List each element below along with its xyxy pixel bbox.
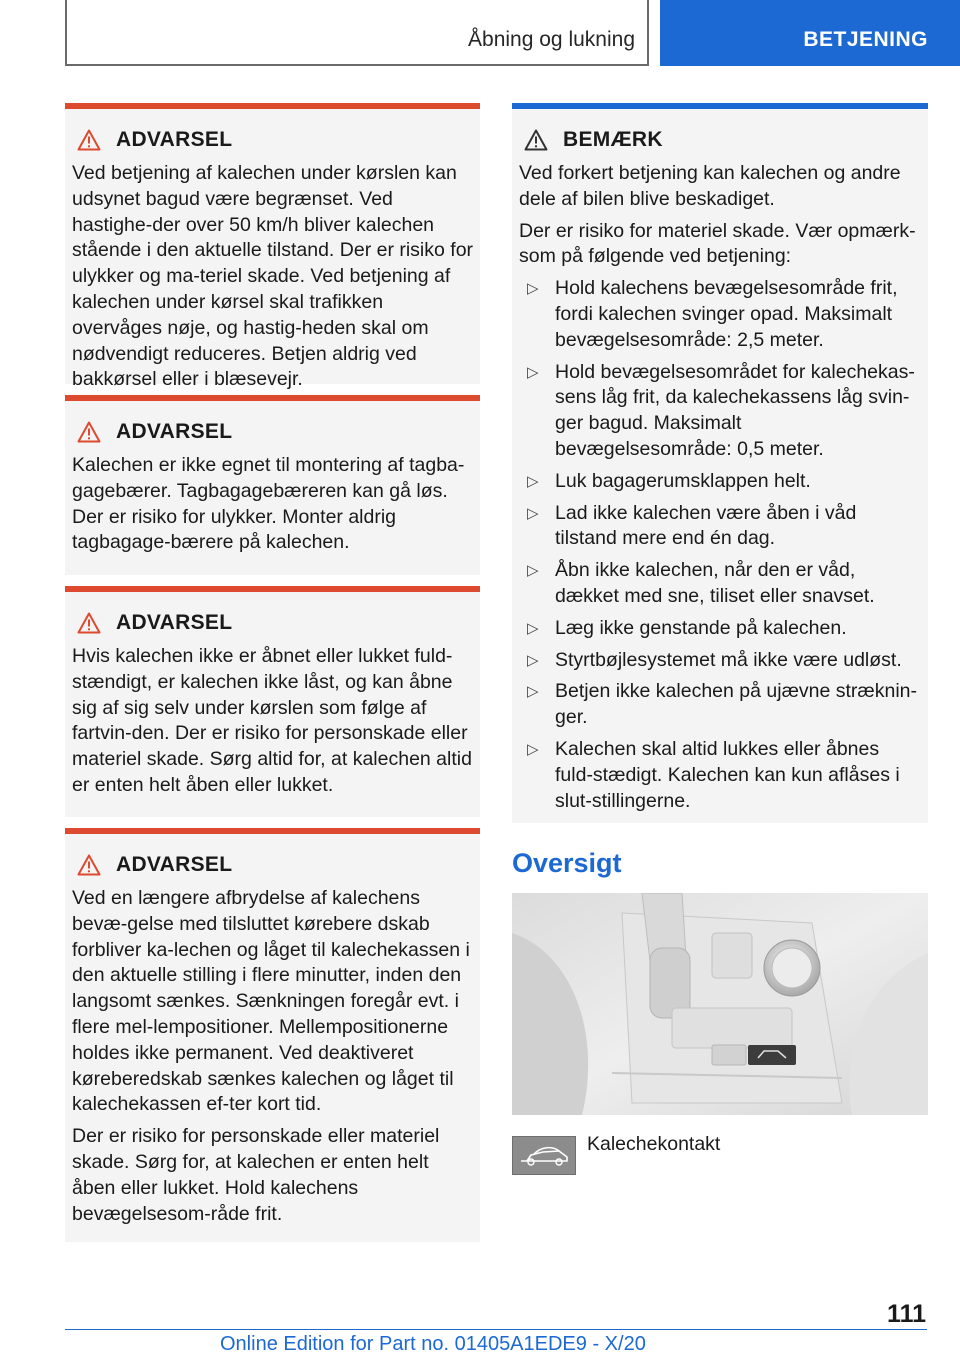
convertible-top-icon [512,1136,576,1175]
warning-bar [65,395,480,401]
warning-title: ADVARSEL [116,128,233,151]
note-text: Der er risiko for materiel skade. Vær opmærk-som på følgende ved betjening: [519,219,916,268]
note-title: BEMÆRK [563,128,663,151]
list-item: ▷ Kalechen skal altid lukkes eller åbnes fuld-stædigt. Kalechen kan kun aflåses i slut-stillingerne. [527,737,900,812]
note-text: Ved forkert betjening kan kalechen og andre dele af bilen blive beskadiget. [519,162,901,210]
footer-divider [65,1329,927,1330]
overview-heading: Oversigt [512,848,622,878]
header-section-box [65,0,649,66]
bullet-triangle-icon: ▷ [527,619,539,637]
list-item: ▷ Hold kalechens bevægelsesområde frit, fordi kalechen svinger opad. Maksimalt bevægelsesområde: 2,5 meter. [527,277,898,351]
warning-text: Hvis kalechen ikke er åbnet eller lukket fuld-stændigt, er kalechen ikke låst, og kan åbne sig af sig selv under kørslen som følge af fartvin-den. Der er risiko for personskade eller materiel skade. Sørg altid for, at kalechen altid er enten helt åben eller lukket. [72,645,472,796]
bullet-triangle-icon: ▷ [527,683,539,701]
console-illustration [512,893,928,1115]
bullet-triangle-icon: ▷ [527,740,539,758]
chapter-title: BETJENING [803,28,928,51]
bullet-triangle-icon: ▷ [527,363,539,381]
list-item: ▷ Betjen ikke kalechen på ujævne stræknin-ger. [527,680,918,729]
note-bar [512,103,928,109]
warning-title: ADVARSEL [116,853,233,876]
warning-triangle-icon [77,129,101,151]
center-console-photo [512,893,928,1115]
list-item: ▷ Hold bevægelsesområdet for kalechekas-sens låg frit, da kalechekassens låg svin-ger bagud. Maksimalt bevægelsesområde: 0,5 meter. [527,360,915,460]
warning-title: ADVARSEL [116,420,233,443]
page-number: 111 [887,1300,926,1328]
legend-label: Kalechekontakt [587,1133,721,1155]
warning-triangle-icon [77,612,101,634]
header-chapter-tab [660,0,960,66]
warning-box-3 [65,586,480,817]
note-triangle-icon [524,129,548,151]
list-item: ▷ Luk bagagerumsklappen helt. [519,469,922,495]
warning-title: ADVARSEL [116,611,233,634]
note-box [512,103,928,823]
list-item: ▷ Læg ikke genstande på kalechen. [519,616,922,642]
bullet-triangle-icon: ▷ [527,472,539,490]
warning-triangle-icon [77,421,101,443]
warning-box-2 [65,395,480,575]
list-item: ▷ Åbn ikke kalechen, når den er våd, dækket med sne, tiliset eller snavset. [527,559,875,607]
note-list [519,276,922,814]
bullet-triangle-icon: ▷ [527,562,539,580]
bullet-triangle-icon: ▷ [527,280,539,298]
warning-text: Der er risiko for personskade eller materiel skade. Sørg for, at kalechen er enten helt åben eller lukket. Hold kalechens bevægelsesom-råde frit. [72,1125,440,1225]
section-title: Åbning og lukning [468,28,635,51]
bullet-triangle-icon: ▷ [527,504,539,522]
warning-bar [65,828,480,834]
warning-text: Ved betjening af kalechen under kørslen kan udsynet bagud være begrænset. Ved hastighe-der over 50 km/h bliver kalechen stående i den aktuelle tilstand. Der er risiko for ulykker og ma-teriel skade. Ved betjening af kalechen under kørsel skal trafikken overvåges nøje, og hastig-heden skal om nødvendigt reduceres. Betjen aldrig ved bakkørsel eller i blæsevejr. [72,162,474,391]
warning-bar [65,586,480,592]
warning-triangle-icon [77,854,101,876]
warning-text: Ved en længere afbrydelse af kalechens bevæ-gelse med tilsluttet kørebere dskab forbliver ka-lechen og låget til kalechekassen i den aktuelle stilling i flere minutter, inden den langsomt sænkes. Sænkningen foregår evt. i flere mel-lempositioner. Mellempositionerne holdes ikke permanent. Ved deaktiveret køreberedskab sænkes kalechen og låget til kalechekassen ef-ter kort tid. [72,887,470,1116]
warning-bar [65,103,480,109]
list-item: ▷ Lad ikke kalechen være åben i våd tilstand mere end én dag. [527,501,857,550]
footer-edition: Online Edition for Part no. 01405A1EDE9 - X/20 [220,1333,646,1355]
warning-text: Kalechen er ikke egnet til montering af tagba-gagebærer. Tagbagagebæreren kan gå løs. Der er risiko for ulykker. Monter aldrig tagbagage-bærere på kalechen. [72,454,465,554]
warning-box-4 [65,828,480,1242]
bullet-triangle-icon: ▷ [527,651,539,669]
list-item: ▷ Styrtbøjlesystemet må ikke være udløst. [519,648,922,674]
warning-box-1 [65,103,480,391]
